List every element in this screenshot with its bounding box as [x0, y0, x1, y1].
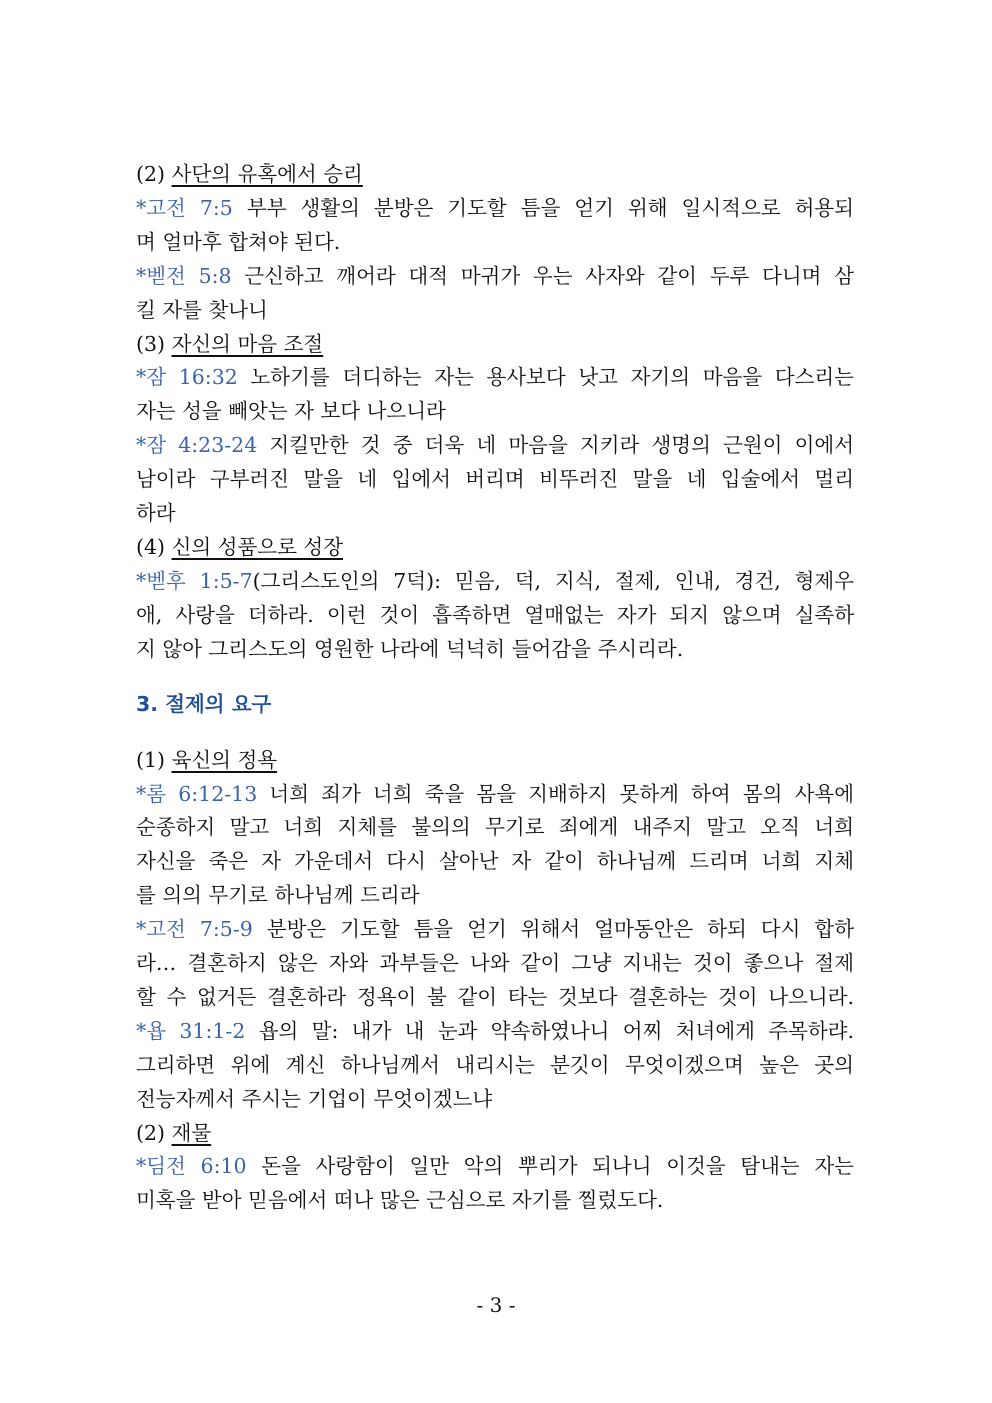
section-heading: 3. 절제의 요구: [136, 691, 272, 716]
verse-line: 할 수 없거든 결혼하라 정욕이 불 같이 타는 것보다 결혼하는 것이 나으니라.: [136, 984, 854, 1009]
subheading-title: 사단의 유혹에서 승리: [171, 162, 363, 186]
verse-reference: *딤전 6:10: [136, 1154, 247, 1179]
verse-line: 지 않아 그리스도의 영원한 나라에 넉넉히 들어감을 주시리라.: [136, 636, 684, 661]
verse-reference: *롬 6:12-13: [136, 781, 258, 806]
verse-line: 순종하지 말고 너희 지체를 불의의 무기로 죄에게 내주지 말고 오직 너희: [136, 815, 854, 840]
page-content: [136, 158, 854, 1218]
subheading-2-3: (3) 자신의 마음 조절: [136, 331, 324, 356]
subheading-2-4: (4) 신의 성품으로 성장: [136, 534, 344, 559]
verse-line: 남이라 구부러진 말을 네 입에서 버리며 비뚜러진 말을 네 입술에서 멀리: [136, 467, 854, 492]
verse-reference: *잠 16:32: [136, 365, 238, 390]
verse-line: 미혹을 받아 믿음에서 떠나 많은 근심으로 자기를 찔렀도다.: [136, 1188, 664, 1213]
verse-line: *욥 31:1-2 욥의 말: 내가 내 눈과 약속하였나니 어찌 처녀에게 주목하랴.: [136, 1018, 855, 1043]
subheading-title: 자신의 마음 조절: [171, 331, 324, 356]
verse-line: *딤전 6:10 돈을 사랑함이 일만 악의 뿌리가 되나니 이것을 탐내는 자는: [136, 1154, 854, 1179]
page-number: - 3 -: [476, 1293, 516, 1317]
verse-line: *벧후 1:5-7(그리스도인의 7덕): 믿음, 덕, 지식, 절제, 인내, 경건, 형제우: [136, 568, 854, 593]
verse-line: *고전 7:5 부부 생활의 분방은 기도할 틈을 얻기 위해 일시적으로 허용되: [136, 195, 854, 220]
verse-line: 자는 성을 빼앗는 자 보다 나으니라: [136, 399, 446, 424]
verse-line: 하라: [136, 501, 176, 526]
verse-line: 며 얼마후 합쳐야 된다.: [136, 229, 341, 254]
subheading-title: 육신의 정욕: [171, 747, 278, 772]
verse-line: *잠 4:23-24 지킬만한 것 중 더욱 네 마음을 지키라 생명의 근원이 이에서: [136, 433, 854, 458]
verse-reference: *벧전 5:8: [136, 263, 232, 288]
verse-line: 를 의의 무기로 하나님께 드리라: [136, 883, 420, 908]
verse-line: 킬 자를 찾나니: [136, 297, 268, 322]
verse-line: 애, 사랑을 더하라. 이런 것이 흡족하면 열매없는 자가 되지 않으며 실족하: [136, 602, 854, 627]
verse-reference: *욥 31:1-2: [136, 1018, 246, 1043]
verse-line: *잠 16:32 노하기를 더디하는 자는 용사보다 낫고 자기의 마음을 다스리는: [136, 365, 854, 390]
verse-reference: *고전 7:5: [136, 195, 233, 220]
verse-reference: *잠 4:23-24: [136, 433, 258, 458]
verse-line: *롬 6:12-13 너희 죄가 너희 죽을 몸을 지배하지 못하게 하여 몸의 사욕에: [136, 781, 854, 806]
verse-line: 그리하면 위에 계신 하나님께서 내리시는 분깃이 무엇이겠으며 높은 곳의: [136, 1052, 854, 1077]
subheading-3-2: (2) 재물: [136, 1120, 212, 1145]
verse-line: *벧전 5:8 근신하고 깨어라 대적 마귀가 우는 사자와 같이 두루 다니며 삼: [136, 263, 854, 288]
subheading-2-2: (2) 사단의 유혹에서 승리: [136, 162, 363, 186]
subheading-3-1: (1) 육신의 정욕: [136, 747, 278, 772]
verse-line: *고전 7:5-9 분방은 기도할 틈을 얻기 위해서 얼마동안은 하되 다시 합하: [136, 917, 854, 942]
verse-line: 라… 결혼하지 않은 자와 과부들은 나와 같이 그냥 지내는 것이 좋으나 절제: [136, 951, 854, 976]
verse-reference: *벧후 1:5-7: [136, 568, 253, 593]
verse-reference: *고전 7:5-9: [136, 917, 253, 942]
subheading-title: 신의 성품으로 성장: [171, 534, 344, 559]
subheading-title: 재물: [171, 1120, 212, 1145]
verse-line: 자신을 죽은 자 가운데서 다시 살아난 자 같이 하나님께 드리며 너희 지체: [136, 849, 854, 874]
verse-line: 전능자께서 주시는 기업이 무엇이겠느냐: [136, 1086, 493, 1111]
